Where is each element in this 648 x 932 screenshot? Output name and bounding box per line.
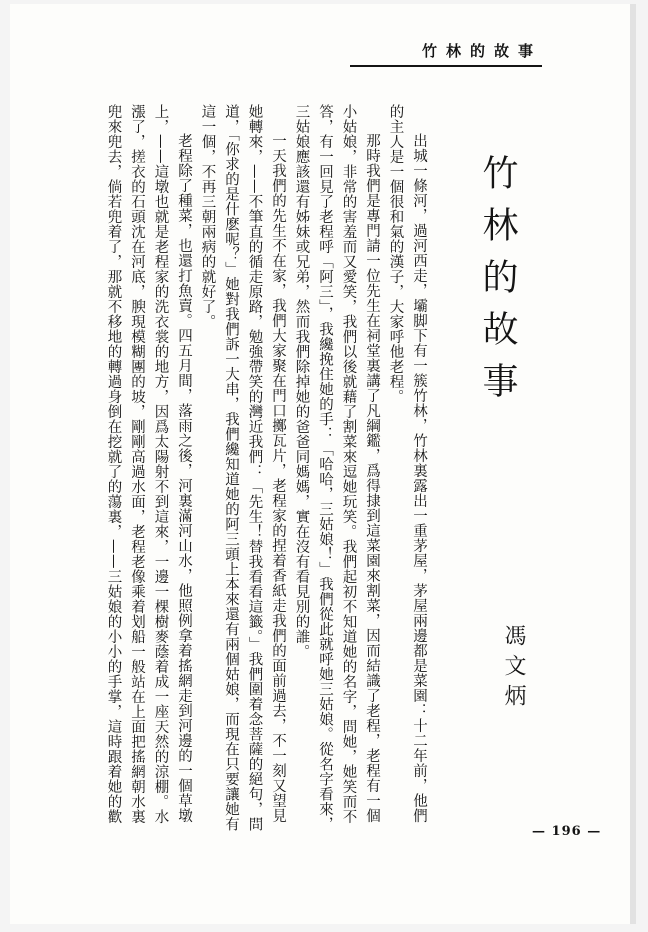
- page-number: — 196 —: [532, 824, 602, 839]
- story-title: 竹林的故事: [477, 154, 518, 414]
- running-header-title: 竹林的故事: [421, 42, 542, 60]
- story-author: 馮文炳: [501, 624, 526, 714]
- paragraph: 那時我們是專門請一位先生在祠堂裏講了凡綱鑑，爲得捸到這菜園來割菜，因而結識了老程，老程有一個小姑娘，非常的害羞而又愛笑，我們以後就藉了割菜來逗她玩笑。我們起初不知道她的名字，問她，她笑而不答，有一回見了老程呼「阿三」，我纔挽住她的手：「哈哈，三姑娘！」我們從此就呼她三姑娘。從名字看來，三姑娘應該還有姊妹或兄弟，然而我們除掉她的爸爸同媽媽，實在沒有看見別的誰。: [293, 104, 380, 832]
- header-rule: [350, 65, 542, 67]
- story-body: [70, 104, 430, 834]
- book-page: [10, 4, 630, 924]
- paragraph: 一天我們的先生不在家，我們大家聚在門口擲瓦片，老程家的捏着香紙走我們的面前過去，不一刻又望見她轉來，——不筆直的循走原路，勉強帶笑的灣近我們：「先生！替我看看這籤。」我們圍着念菩薩的絕句，問道，「你求的是什麽呢？」她對我們訴一大串，我們纔知道她的阿三頭上本來還有兩個姑娘，而現在只要讓她有這一個，不再三朝兩病的就好了。: [199, 104, 286, 832]
- paragraph: 老程除了種菜，也還打魚賣。四五月間，落雨之後，河裏滿河山水，他照例拿着搖網走到河邊的一個草墩上，——這墩也就是老程家的洗衣裳的地方，因爲太陽射不到這來，一邊一棵樹麥蔭着成一座天然的涼棚。水漲了，搓衣的石頭沈在河底，腴現模糊團的坡，剛剛高過水面，老程老像乘着划船一般站在上面把搖網朝水裏兜來兜去，倘若兜着了，那就不移地的轉過身倒在挖就了的蕩裏，——三姑娘的小小的手掌，這時跟着她的歡: [105, 104, 192, 824]
- running-header: [350, 36, 542, 66]
- page-edge: [630, 4, 636, 924]
- paragraph: 出城一條河，過河西走，壩脚下有一簇竹林，竹林裏露出一重茅屋，茅屋兩邊都是菜園：十二年前，他們的主人是一個很和氣的漢子，大家呼他老程。: [387, 104, 427, 823]
